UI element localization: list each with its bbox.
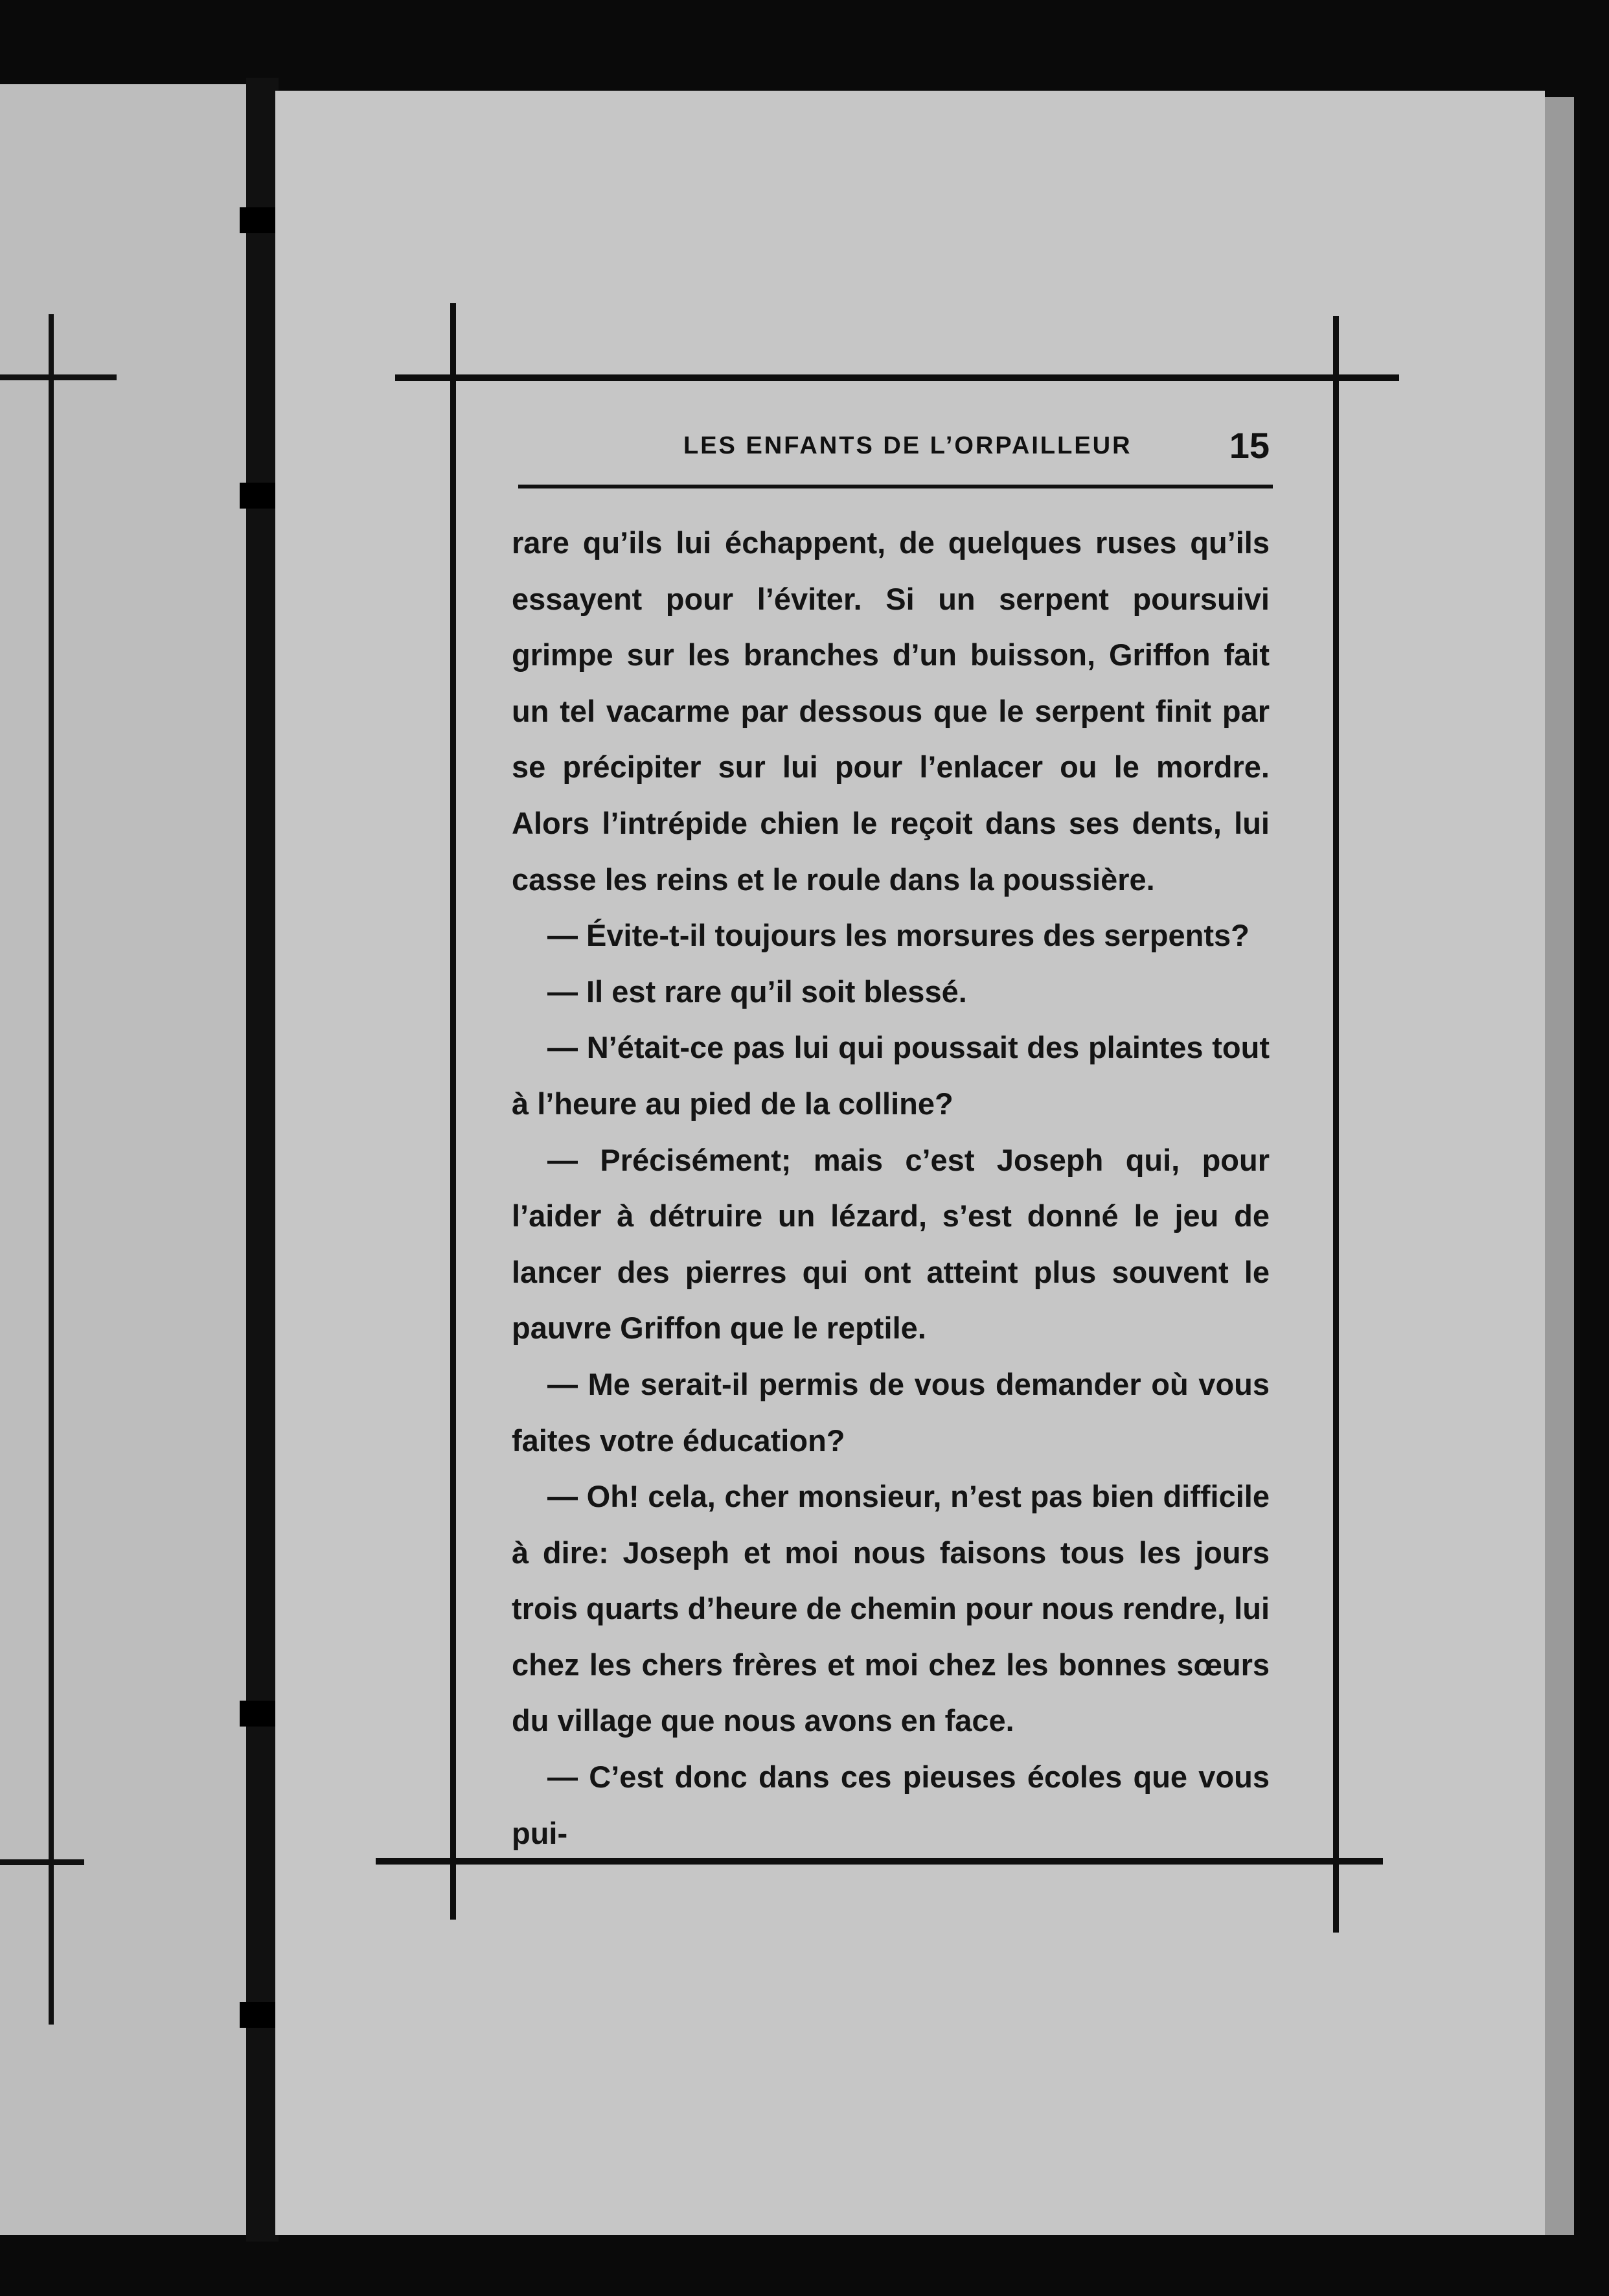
header-rule [518, 485, 1273, 488]
paragraph: — Évite-t-il toujours les morsures des serpents? [547, 918, 1250, 953]
paragraph: — Il est rare qu’il soit blessé. [547, 974, 967, 1009]
paragraph: — Précisément; mais c’est Joseph qui, pour l’aider à détruire un lézard, s’est donné le jeu de lancer des pierres qui ont atteint plus souvent le pauvre Griffon que le reptile. [512, 1142, 1270, 1346]
running-title: LES ENFANTS DE L’ORPAILLEUR [683, 432, 1132, 459]
previous-page-frame-line [49, 314, 54, 2025]
previous-page-top-rule [0, 374, 117, 380]
page-edge [1545, 97, 1574, 2235]
paragraph: rare qu’ils lui échappent, de quelques ruses qu’ils essayent pour l’éviter. Si un serpent poursuivi grimpe sur les branches d’un buisson, Griffon fait un tel vacarme par dessous que le serpent finit par se précipiter sur lui pour l’enlacer ou le mordre. Alors l’intrépide chien le reçoit dans ses dents, lui casse les reins et le roule dans la poussière. [512, 525, 1270, 897]
frame-left-line [450, 303, 456, 1920]
body-text [512, 515, 1270, 1861]
frame-top-rule [395, 374, 1399, 381]
paragraph: — Oh! cela, cher monsieur, n’est pas bien difficile à dire: Joseph et moi nous faisons tous les jours trois quarts d’heure de chemin pour nous rendre, lui chez les chers frères et moi chez les bonnes sœurs du village que nous avons en face. [512, 1479, 1270, 1738]
previous-page [0, 84, 259, 2235]
page-number: 15 [1229, 425, 1270, 466]
paragraph: — Me serait-il permis de vous demander où vous faites votre éducation? [512, 1366, 1270, 1458]
book-spine [246, 78, 279, 2242]
paragraph: — N’était-ce pas lui qui poussait des plaintes tout à l’heure au pied de la colline? [512, 1030, 1270, 1121]
previous-page-bottom-rule [0, 1859, 84, 1865]
frame-right-line [1333, 316, 1339, 1933]
page-header [518, 424, 1283, 470]
paragraph: — C’est donc dans ces pieuses écoles que vous pui- [512, 1760, 1270, 1850]
